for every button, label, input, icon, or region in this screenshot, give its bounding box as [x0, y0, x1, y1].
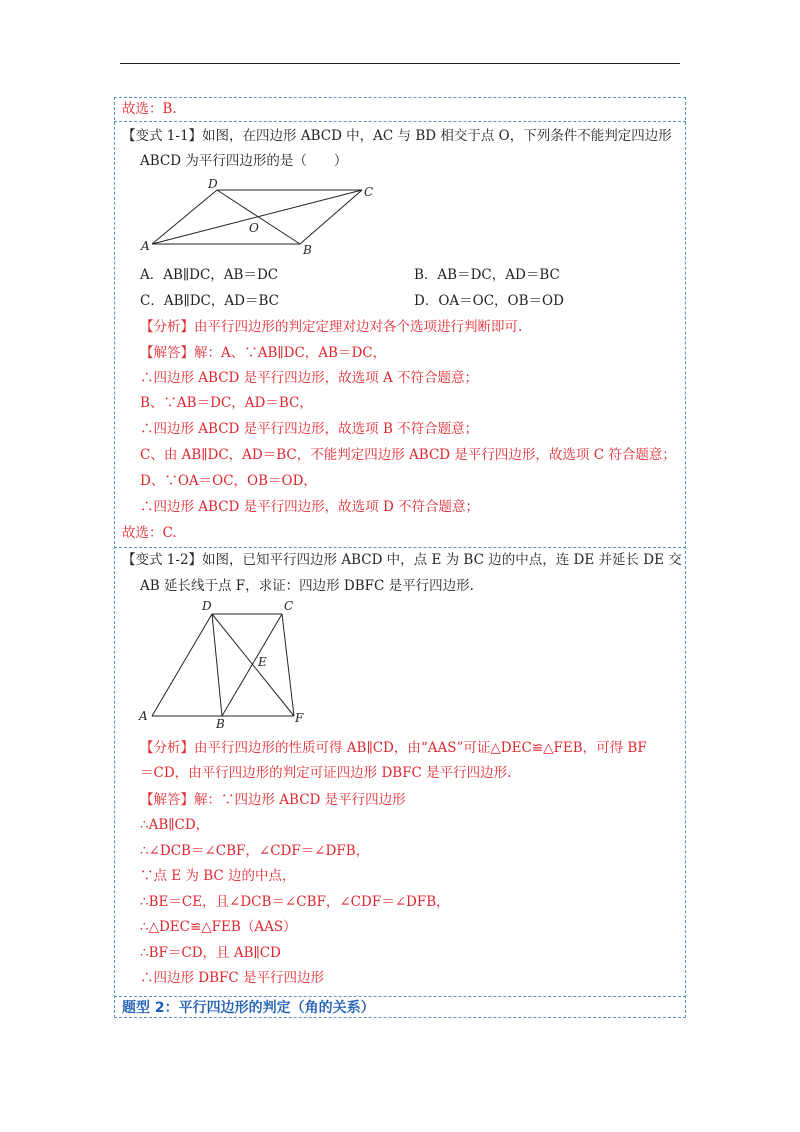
- label-c: C: [284, 599, 294, 613]
- segment-cb: [222, 614, 282, 716]
- label-e: E: [258, 655, 267, 669]
- variant2-title-line2: AB 延长线于点 F，求证：四边形 DBFC 是平行四边形.: [140, 578, 474, 594]
- variant2-solution-5: ∴BE＝CE，且∠DCB＝∠CBF，∠CDF＝∠DFB，: [140, 894, 450, 910]
- variant2-analysis-line2: ＝CD，由平行四边形的判定可证四边形 DBFC 是平行四边形.: [140, 765, 512, 781]
- variant1-solution-7: ∴四边形 ABCD 是平行四边形，故选项 D 不符合题意；: [140, 499, 480, 515]
- segment-db: [212, 614, 222, 716]
- header-rule: [120, 63, 680, 64]
- diagonal-bd: [217, 190, 300, 244]
- variant2-solution-3: ∴∠DCB＝∠CBF，∠CDF＝∠DFB，: [140, 843, 370, 859]
- variant2-solution-1: 【解答】解：∵四边形 ABCD 是平行四边形: [140, 792, 406, 808]
- answer-prev: 故选：B.: [122, 101, 177, 117]
- variant1-answer: 故选：C.: [122, 525, 177, 541]
- label-c: C: [364, 185, 374, 199]
- variant1-title-line2: ABCD 为平行四边形的是（ ）: [140, 153, 348, 169]
- option-c: C．AB∥DC，AD＝BC: [140, 293, 279, 309]
- section-heading: 题型 2：平行四边形的判定（角的关系）: [122, 1000, 375, 1016]
- variant1-solution-1: 【解答】解：A、∵AB∥DC，AB＝DC，: [140, 345, 387, 361]
- variant2-figure: [138, 598, 318, 730]
- variant1-solution-3: B、∵AB＝DC，AD＝BC，: [140, 395, 313, 411]
- option-a: A．AB∥DC，AB＝DC: [140, 267, 279, 283]
- variant2-title-line1: 【变式 1-2】如图，已知平行四边形 ABCD 中，点 E 为 BC 边的中点，连 DE 并延长 DE 交: [122, 552, 682, 568]
- edge-ad: [152, 614, 212, 716]
- variant2-solution-2: ∴AB∥CD，: [140, 817, 210, 833]
- variant1-solution-4: ∴四边形 ABCD 是平行四边形，故选项 B 不符合题意；: [140, 421, 479, 437]
- label-d: D: [208, 177, 218, 191]
- variant2-analysis-line1: 【分析】由平行四边形的性质可得 AB∥CD，由“AAS”可证△DEC≌△FEB，可得 BF: [140, 740, 647, 756]
- label-d: D: [202, 599, 212, 613]
- label-a: A: [139, 709, 148, 723]
- separator-3: [114, 996, 686, 997]
- option-b: B．AB＝DC，AD＝BC: [414, 267, 560, 283]
- label-b: B: [216, 717, 225, 731]
- variant1-title-line1: 【变式 1-1】如图，在四边形 ABCD 中，AC 与 BD 相交于点 O，下列条件不能判定四边形: [122, 128, 672, 144]
- label-a: A: [141, 239, 150, 253]
- variant1-figure: [140, 176, 380, 260]
- variant2-solution-6: ∴△DEC≌△FEB（AAS）: [140, 919, 297, 935]
- segment-cf: [282, 614, 294, 716]
- variant1-solution-2: ∴四边形 ABCD 是平行四边形，故选项 A 不符合题意；: [140, 370, 478, 386]
- variant2-solution-7: ∴BF＝CD，且 AB∥CD: [140, 945, 281, 961]
- separator-1: [114, 121, 686, 122]
- segment-df: [212, 614, 294, 716]
- variant1-analysis: 【分析】由平行四边形的判定定理对边对各个选项进行判断即可.: [140, 319, 523, 335]
- frame-bottom-border: [114, 1017, 686, 1018]
- option-d: D．OA＝OC，OB＝OD: [414, 293, 564, 309]
- variant1-solution-5: C、由 AB∥DC，AD＝BC，不能判定四边形 ABCD 是平行四边形，故选项 C 符合题意；: [140, 447, 676, 463]
- variant2-solution-8: ∴四边形 DBFC 是平行四边形: [140, 970, 325, 986]
- frame-top-border: [114, 97, 686, 98]
- separator-2: [114, 547, 686, 548]
- variant1-solution-6: D、∵OA＝OC，OB＝OD，: [140, 473, 317, 489]
- label-o: O: [249, 221, 259, 235]
- label-b: B: [303, 243, 312, 257]
- variant2-solution-4: ∵点 E 为 BC 边的中点，: [140, 868, 296, 884]
- label-f: F: [295, 711, 304, 725]
